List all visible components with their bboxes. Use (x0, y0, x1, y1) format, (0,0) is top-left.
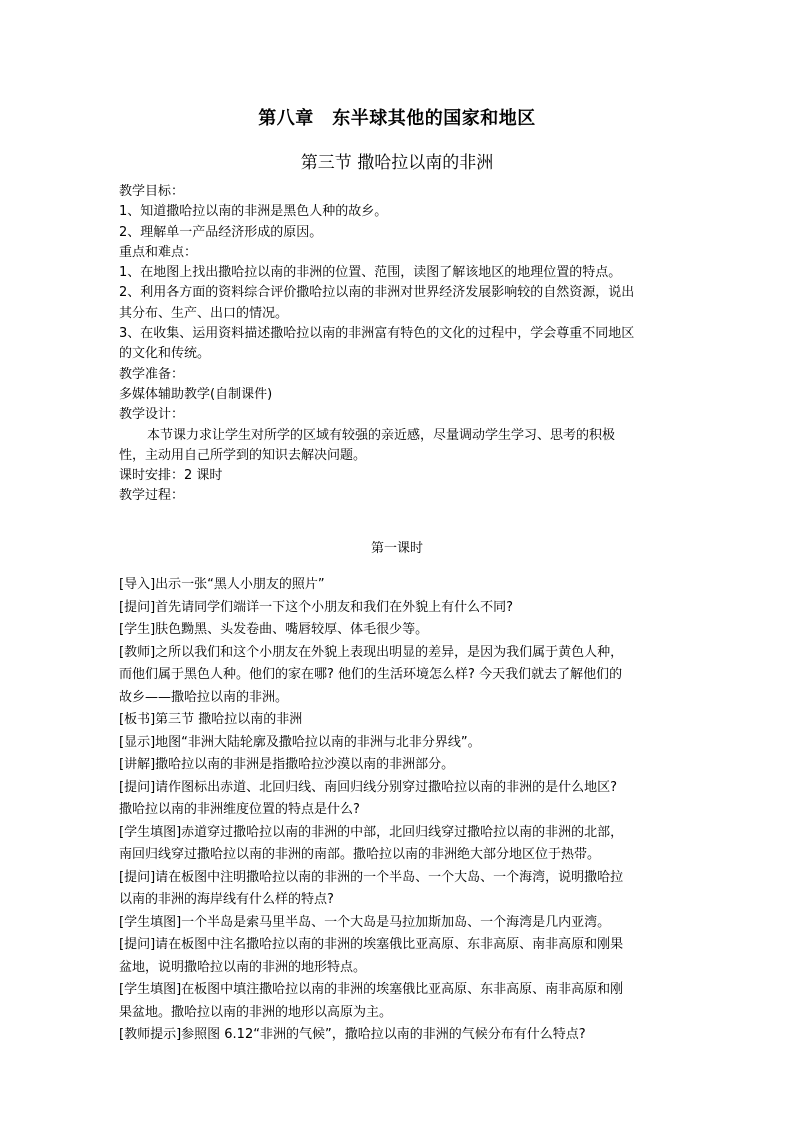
schedule-text: 课时安排：2 课时 (119, 468, 223, 484)
process-line: 以南的非洲的海岸线有什么样的特点? (119, 892, 334, 907)
process-line: [提问]请作图标出赤道、北回归线、南回归线分别穿过撒哈拉以南的非洲的是什么地区? (119, 779, 618, 795)
process-line: [学生填图]在板图中填注撒哈拉以南的非洲的埃塞俄比亚高原、东非高原、南非高原和刚 (119, 982, 624, 997)
objective-item: 2、理解单一产品经济形成的原因。 (119, 224, 323, 240)
process-line: [学生]肤色黝黑、头发卷曲、嘴唇较厚、体毛很少等。 (119, 622, 429, 637)
section-title: 第三节 撒哈拉以南的非洲 (300, 153, 494, 173)
process-line: [教师]之所以我们和这个小朋友在外貌上表现出明显的差异，是因为我们属于黄色人种， (119, 644, 624, 660)
process-line: [学生填图]一个半岛是索马里半岛、一个大岛是马拉加斯加岛、一个海湾是几内亚湾。 (119, 914, 611, 930)
design-heading: 教学设计： (119, 407, 185, 423)
key-point-item: 2、利用各方面的资料综合评价撒哈拉以南的非洲对世界经济发展影响较的自然资源，说出 (119, 285, 635, 301)
process-line: [提问]请在板图中注名撒哈拉以南的非洲的埃塞俄比亚高原、东非高原、南非高原和刚果 (119, 937, 624, 952)
key-point-item-continued: 的文化和传统。 (119, 346, 211, 362)
process-line: [导入]出示一张“黑人小朋友的照片” (119, 577, 325, 592)
teaching-process (119, 574, 679, 1047)
process-line: [板书]第三节 撒哈拉以南的非洲 (119, 712, 303, 727)
process-line: 盆地，说明撒哈拉以南的非洲的地形特点。 (119, 959, 367, 975)
objective-item: 1、知道撒哈拉以南的非洲是黑色人种的故乡。 (119, 204, 388, 220)
process-line: [显示]地图“非洲大陆轮廓及撒哈拉以南的非洲与北非分界线”。 (119, 734, 481, 750)
process-line: 故乡——撒哈拉以南的非洲。 (119, 689, 289, 705)
process-line: 撒哈拉以南的非洲维度位置的特点是什么? (119, 802, 360, 817)
process-line: 果盆地。撒哈拉以南的非洲的地形以高原为主。 (119, 1004, 393, 1020)
preparation-heading: 教学准备： (119, 366, 185, 382)
key-point-item: 3、在收集、运用资料描述撒哈拉以南的非洲富有特色的文化的过程中，学会尊重不同地区 (119, 326, 635, 342)
design-paragraph: 本节课力求让学生对所学的区域有较强的亲近感，尽量调动学生学习、思考的积极 (147, 427, 616, 443)
objectives-heading: 教学目标： (119, 184, 185, 199)
process-line: [学生填图]赤道穿过撒哈拉以南的非洲的中部，北回归线穿过撒哈拉以南的非洲的北部， (119, 824, 624, 840)
process-line: [提问]请在板图中注明撒哈拉以南的非洲的一个半岛、一个大岛、一个海湾，说明撒哈拉 (119, 869, 624, 885)
process-line: [讲解]撒哈拉以南的非洲是指撒哈拉沙漠以南的非洲部分。 (119, 757, 455, 772)
process-heading: 教学过程： (119, 488, 185, 504)
preparation-text: 多媒体辅助教学(自制课件) (119, 386, 273, 402)
key-point-item: 1、在地图上找出撒哈拉以南的非洲的位置、范围，读图了解该地区的地理位置的特点。 (119, 265, 622, 281)
key-points-heading: 重点和难点： (119, 244, 198, 260)
chapter-title: 第八章 东半球其他的国家和地区 (258, 108, 536, 129)
design-paragraph-continued: 性，主动用自己所学到的知识去解决问题。 (119, 447, 367, 463)
process-line: [提问]首先请同学们端详一下这个小朋友和我们在外貌上有什么不同? (119, 599, 514, 615)
process-line: 而他们属于黑色人种。他们的家在哪? 他们的生活环境怎么样? 今天我们就去了解他们的 (119, 667, 623, 682)
process-line: 南回归线穿过撒哈拉以南的非洲的南部。撒哈拉以南的非洲绝大部分地区位于热带。 (119, 847, 601, 862)
key-point-item-continued: 其分布、生产、出口的情况。 (119, 305, 289, 321)
lesson-plan-intro (119, 182, 679, 507)
lesson-title: 第一课时 (370, 541, 423, 556)
process-line: [教师提示]参照图 6.12“非洲的气候”，撒哈拉以南的非洲的气候分布有什么特点? (119, 1027, 586, 1042)
